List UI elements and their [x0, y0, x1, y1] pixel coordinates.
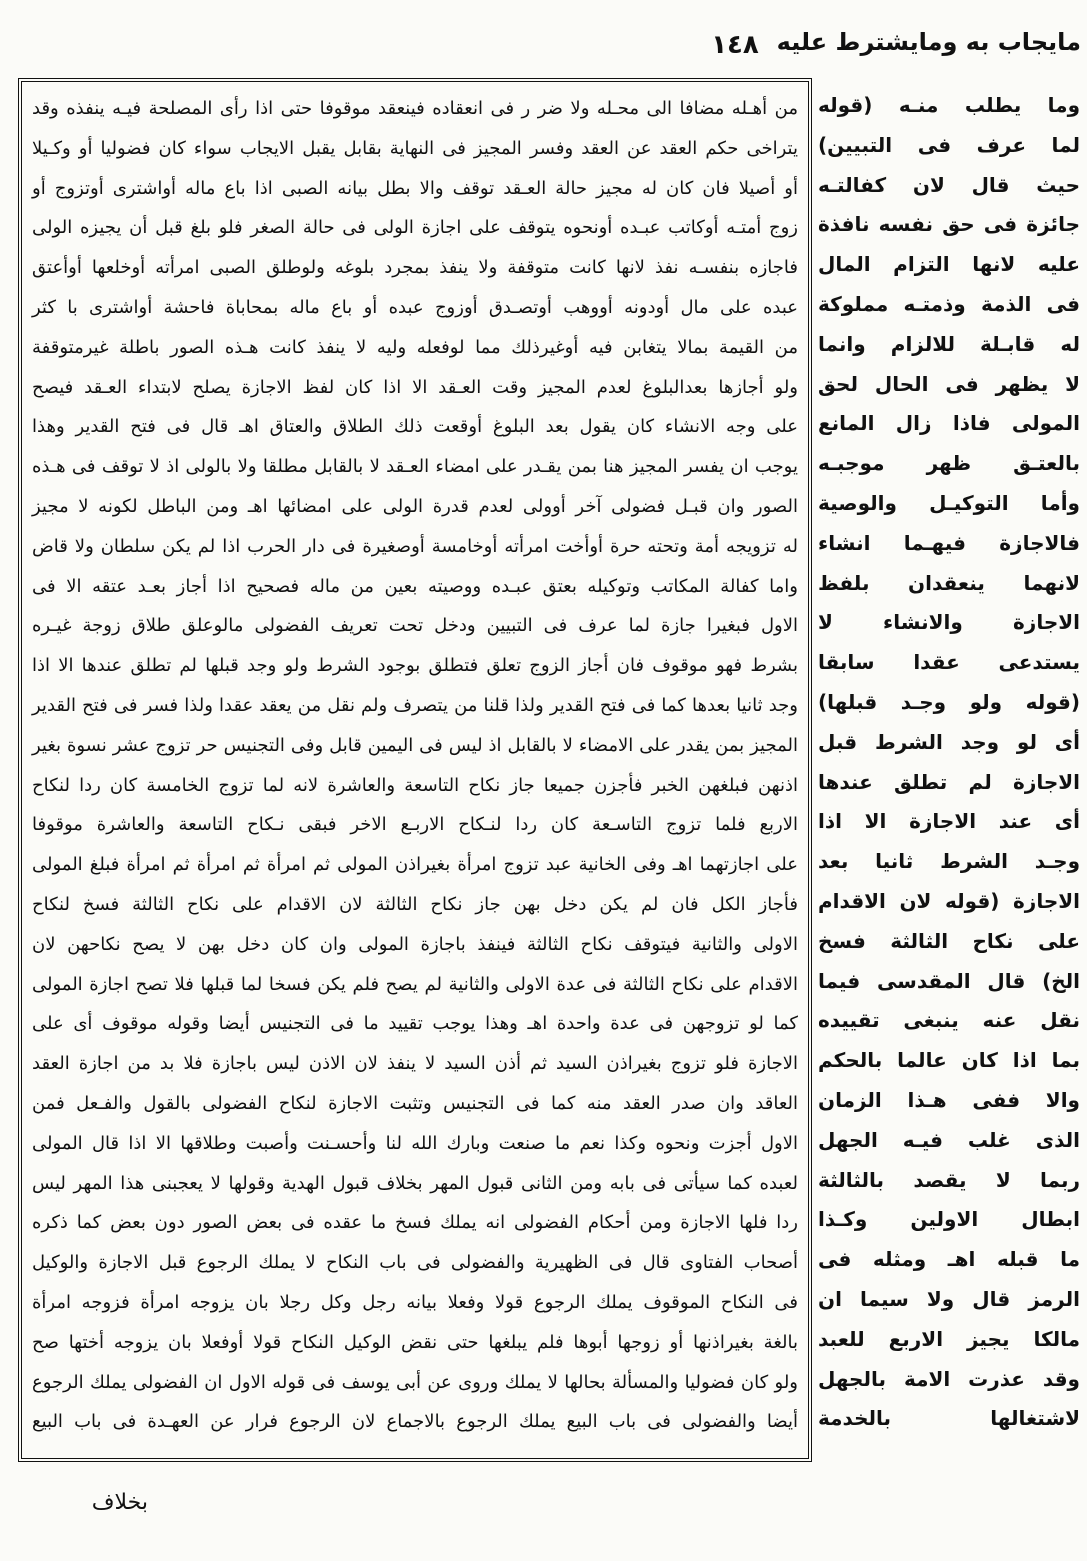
- margin-note-line-25: بما اذا كان عالما بالحكم: [818, 1048, 1080, 1073]
- margin-note-line-24: نقل عنه ينبغى تقييده: [818, 1008, 1080, 1033]
- main-text-line-15: بشرط فهو موقوف فان أجاز الزوج تعلق فتطلق بوجود الشرط ولو وجد قبلها لم تطلق عندها الا اذا: [32, 655, 798, 677]
- main-text-line-6: عبده على مال أودونه أووهب أوتصـدق أوزوج عبده أو باع ماله بمحاباة فاحشة أواشترى با كثر: [32, 296, 798, 318]
- main-text-line-31: فى النكاح الموقوف يملك الرجوع قولا وفعلا بيانه رجل وكل رجلا بان يزوجه امرأة فزوجه امرأة: [32, 1291, 798, 1313]
- margin-notes-column: [818, 86, 1080, 1439]
- margin-note-line-1: وما يطلب منـه (قوله: [818, 93, 1080, 117]
- margin-note-line-34: لاشتغالها بالخدمة: [818, 1406, 1080, 1431]
- margin-note-line-13: لانهما ينعقدان بلفظ: [818, 570, 1080, 595]
- main-text-line-21: فأجاز الكل فان لم يكن دخل بهن جاز نكاح الثالثة لان الاقدام على نكاح الثالثة فسخ لنكاح: [32, 893, 798, 915]
- margin-note-line-23: الخ) قال المقدسى فيما: [818, 968, 1080, 993]
- main-text-line-10: يوجب ان يفسر المجيز هنا بمن يقـدر على امضاء العـقد لا بالقابل مطلقا ولا بالولى اذ لا توقف فى هـذه: [32, 456, 798, 478]
- margin-note-line-19: أى عند الاجازة الا اذا: [818, 809, 1080, 834]
- margin-note-line-26: والا ففى هـذا الزمان: [818, 1087, 1080, 1112]
- main-text-line-22: الاولى والثانية فيتوقف نكاح الثالثة فينفذ باجازة المولى وان كان دخل بهن لا يصح نكاحهن لان: [32, 933, 798, 955]
- main-text-line-26: العاقد وان صدر العقد منه كما فى التجنيس وتثبت الاجازة لنكاح الفضولى بالقول والفـعل فمن: [32, 1092, 798, 1114]
- main-text-line-13: واما كفالة المكاتب وتوكيله بعتق عبـده ووصيته بعين من ماله فصحيح اذا أجاز بعـد عتقه الا فى: [32, 575, 798, 597]
- main-text-line-16: وجد ثانيا بعدها كما فى فتح القدير ولذا قلنا من يتصرف ولم نقل من يعقد عقدا ولذا فسر فى فتح القدير: [32, 694, 798, 716]
- margin-note-line-11: وأما التوكيـل والوصية: [818, 490, 1080, 515]
- main-text-line-3: أو أصيلا فان كان له مجيز حالة العـقد توقف والا بطل بيانه الصبى اذا باع ماله أواشترى أوتزوج أو: [32, 177, 798, 199]
- main-text-line-19: الاربع فلما تزوج التاسـعة كان ردا لنـكاح الاربـع الاخر فبقى نـكاح التاسعة والعاشرة موقوفا: [32, 814, 798, 836]
- main-text-line-12: له تزويجه أمة وتحته حرة أوأخت امرأته أوخامسة أوصغيرة فى دار الحرب اذا لم يكن سلطان ولا قاض: [32, 535, 798, 557]
- margin-note-line-8: لا يظهر فى الحال لحق: [818, 371, 1080, 396]
- main-text-line-32: بالغة بغيراذنها أو زوجها أبوها فلم يبلغها حتى نقض الوكيل النكاح قولا أوفعلا بان يزوجه أختها صح: [32, 1331, 798, 1353]
- margin-note-line-15: يستدعى عقدا سابقا: [818, 650, 1080, 675]
- margin-note-line-9: المولى فاذا زال المانع: [818, 411, 1080, 436]
- main-text-line-24: كما لو تزوجهن فى عدة واحدة اهـ وهذا يوجب تقييد ما فى التجنيس أيضا وقوله موقوف أى على: [32, 1013, 798, 1035]
- main-text-line-9: على وجه الانشاء كان يقول بعد البلوغ أوقعت ذلك الطلاق والعتاق اهـ قال فى فتح القدير وهذا: [32, 416, 798, 438]
- main-text-line-34: أيضا والفضولى فى باب البيع يملك الرجوع بالاجماع لان الرجوع فرار عن العهـدة فى باب البيع: [32, 1411, 798, 1433]
- main-text-line-20: على اجازتهما اهـ وفى الخانية عبد تزوج امرأة بغيراذن المولى ثم امرأة ثم امرأة ثم امرأة فبلغ المولى: [32, 854, 798, 876]
- margin-note-line-31: الرمز قال ولا سيما ان: [818, 1286, 1080, 1311]
- margin-note-line-2: لما عرف فى التبيين): [818, 132, 1080, 157]
- main-text-line-8: ولو أجازها بعدالبلوغ لعدم المجيز وقت العـقد الا اذا كان لفظ الاجازة يصلح لابتداء العـقد فيصح: [32, 376, 798, 398]
- main-text-line-27: الاول أجزت ونحوه وكذا نعم ما صنعت وبارك الله لنا وأحسـنت وأصبت وطلاقها الا اذا قال المولى: [32, 1132, 798, 1154]
- main-text-line-23: الاقدام على نكاح الثالثة فى عدة الاولى والثانية لم يصح فلم يكن فسخا لما قبلها فلا تصح اجازة المولى: [32, 973, 798, 995]
- main-text-line-7: من القيمة بمالا يتغابن فيه أوغيرذلك مما لوفعله وليه لا ينفذ كانت هـذه الصور باطلة غيرمتوقفة: [32, 336, 798, 358]
- margin-note-line-29: ابطال الاولين وكـذا: [818, 1207, 1080, 1232]
- margin-note-line-12: فالاجازة فيهـما انشاء: [818, 530, 1080, 555]
- margin-note-line-32: مالكا يجيز الاربع للعبد: [818, 1326, 1080, 1351]
- page-number: ١٤٨: [711, 30, 759, 60]
- margin-note-line-17: أى لو وجد الشرط قبل: [818, 729, 1080, 754]
- margin-note-line-18: الاجازة لم تطلق عندها: [818, 769, 1080, 794]
- margin-note-line-27: الذى غلب فيـه الجهل: [818, 1127, 1080, 1152]
- margin-note-line-28: ربما لا يقصد بالثالثة: [818, 1167, 1080, 1192]
- main-text-line-25: الاجازة فلو تزوج بغيراذن السيد ثم أذن السيد لا ينفذ لان الاذن ليس باجازة فلا بد من اجازة العقد: [32, 1053, 798, 1075]
- margin-note-line-21: الاجازة (قوله لان الاقدام: [818, 888, 1080, 913]
- margin-note-line-7: له قابـلة للالزام وانما: [818, 331, 1080, 356]
- main-text-line-18: اذنهن فبلغهن الخبر فأجزن جميعا جاز نكاح التاسعة والعاشرة لانه لما تزوج الخامسة كان ردا لنكاح: [32, 774, 798, 796]
- margin-note-line-3: حيث قال لان كفالتـه: [818, 172, 1080, 197]
- margin-note-line-5: عليه لانها التزام المال: [818, 252, 1080, 277]
- main-text-line-1: من أهـله مضافا الى محـله ولا ضر ر فى انعقاده فينعقد موقوفا حتى اذا رأى المصلحة فيـه ينفذه وقد: [32, 98, 798, 119]
- footer-catchword: بخلاف: [91, 1490, 148, 1515]
- main-text-line-4: زوج أمتـه أوكاتب عبـده أونحوه يتوقف على اجازة الولى فى حالة الصغر فلو بلغ قبل أن يجيزه الولى: [32, 217, 798, 239]
- main-text-line-17: المجيز بمن يقدر على الامضاء لا بالقابل اذ ليس فى اليمين قابل وفى التجنيس حر تزوج عشر نسوة بغير: [32, 734, 798, 756]
- margin-note-line-20: وجـد الشرط ثانيا بعد: [818, 849, 1080, 874]
- margin-note-line-14: الاجازة والانشاء لا: [818, 610, 1080, 635]
- main-text-line-5: فاجازه بنفسـه نفذ لانها كانت متوقفة ولا ينفذ بمجرد بلوغه ولوطلق الصبى امرأته أوخلعها أوأعتق: [32, 257, 798, 279]
- margin-note-line-6: فى الذمة وذمتـه مملوكة: [818, 291, 1080, 316]
- running-title: مايجاب به ومايشترط عليه: [776, 28, 1081, 56]
- margin-note-line-30: ما قبله اهـ ومثله فى: [818, 1247, 1080, 1272]
- main-text-line-30: أصحاب الفتاوى قال فى الظهيرية والفضولى فى باب النكاح لا يملك الرجوع قبل الاجازة والوكيل: [32, 1252, 798, 1274]
- margin-note-line-16: (قوله ولو وجـد قبلها): [818, 689, 1080, 714]
- margin-note-line-22: على نكاح الثالثة فسخ: [818, 928, 1080, 953]
- main-text-line-11: الصور وان قبـل فضولى آخر أوولى لعدم قدرة الولى على امضائها اهـ ومن الباطل لكونه لا مجيز: [32, 495, 798, 517]
- main-text-line-2: يتراخى حكم العقد عن العقد وفسر المجيز فى النهاية بقابل يقبل الايجاب سواء كان فضوليا أو وكـيلا: [32, 137, 798, 159]
- main-text-line-29: ردا فلها الاجازة ومن أحكام الفضولى انه يملك فسخ ما عقده فى بعض الصور دون بعض كما ذكره: [32, 1212, 798, 1234]
- margin-note-line-4: جائزة فى حق نفسه نافذة: [818, 212, 1080, 237]
- margin-note-line-10: بالعتـق ظهر موجبـه: [818, 451, 1080, 476]
- main-text-line-14: الاول فبغيرا جازة لما عرف فى التبيين ودخل تحت تعريف الفضولى مالوعلق طلاق زوجة غيـره: [32, 615, 798, 637]
- main-text-line-33: ولو كان فضوليا والمسألة بحالها لا يملك وروى عن أبى يوسف فى قوله الاول ان الفضولى يملك الرجوع: [32, 1371, 798, 1393]
- main-text-box: [18, 78, 812, 1462]
- margin-note-line-33: وقد عذرت الامة بالجهل: [818, 1366, 1080, 1391]
- main-text-line-28: لعبده كما سيأتى فى بابه ومن الثانى قبول المهر بخلاف قبول الهدية وقولها لا يعجبنى هذا المهر ليس: [32, 1172, 798, 1194]
